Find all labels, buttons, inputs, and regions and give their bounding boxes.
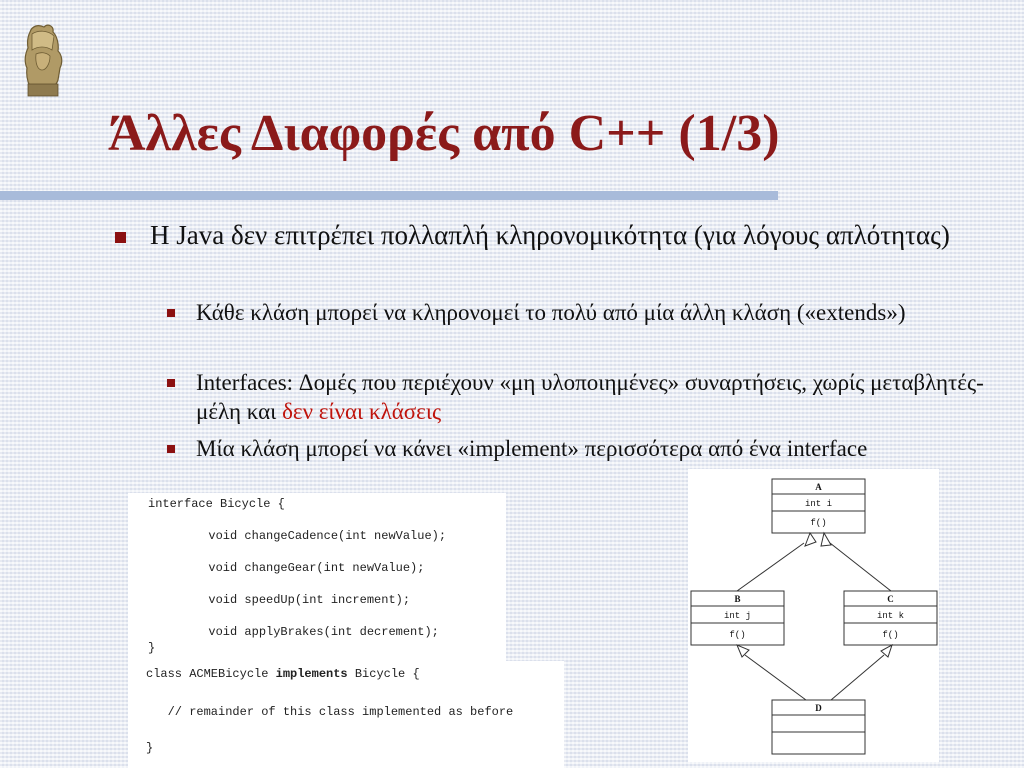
class-a-name: A xyxy=(815,482,822,492)
arrowhead-icon xyxy=(821,533,831,546)
inheritance-edge xyxy=(831,655,884,700)
class-a-field: int i xyxy=(804,499,833,509)
sub-bullet-text: Κάθε κλάση μπορεί να κληρονομεί το πολύ από μία άλλη κλάση («extends») xyxy=(196,300,906,325)
sub-bullet-text: Interfaces: Δομές που περιέχουν «μη υλοποιημένες» συναρτήσεις, χωρίς μεταβλητές-μέλη και xyxy=(196,370,984,424)
arrowhead-icon xyxy=(881,645,892,657)
code-line: void changeGear(int newValue); xyxy=(158,561,425,575)
code-line xyxy=(146,667,420,681)
arrowhead-icon xyxy=(737,645,749,657)
code-text: Bicycle { xyxy=(347,667,420,681)
code-line: } xyxy=(148,641,156,655)
uml-diamond-diagram xyxy=(688,469,939,762)
bullet-marker xyxy=(115,232,126,243)
class-b-method: f() xyxy=(729,630,746,640)
class-c-method: f() xyxy=(882,630,899,640)
code-line: void changeCadence(int newValue); xyxy=(158,529,447,543)
inheritance-edge xyxy=(830,543,891,591)
sub-bullet-extends xyxy=(196,298,1006,327)
title-divider xyxy=(0,191,778,200)
interface-code-snippet xyxy=(128,493,506,661)
sub-bullet-text: Μία κλάση μπορεί να κάνει «implement» περισσότερα από ένα interface xyxy=(196,436,868,461)
sub-bullet-implement xyxy=(196,434,1006,463)
code-line: void speedUp(int increment); xyxy=(158,593,411,607)
bullet-multiple-inheritance: Η Java δεν επιτρέπει πολλαπλή κληρονομικότητα (για λόγους απλότητας) xyxy=(150,220,950,250)
class-c-field: int k xyxy=(876,611,905,621)
slide-title: Άλλες Διαφορές από C++ (1/3) xyxy=(108,105,780,162)
inheritance-edge xyxy=(737,543,804,591)
sub-bullet-interfaces xyxy=(196,368,1006,426)
sub-bullet-marker xyxy=(167,445,175,453)
class-b-name: B xyxy=(734,594,741,604)
not-classes-highlight: δεν είναι κλάσεις xyxy=(282,399,442,424)
code-line: } xyxy=(146,741,154,755)
code-line: // remainder of this class implemented as before xyxy=(146,705,514,719)
arrowhead-icon xyxy=(805,533,816,546)
code-line: interface Bicycle { xyxy=(148,497,285,511)
class-d-name: D xyxy=(815,703,822,713)
helmet-logo-icon xyxy=(18,24,68,98)
code-text: class ACMEBicycle xyxy=(146,667,276,681)
code-line: void applyBrakes(int decrement); xyxy=(158,625,439,639)
class-c-name: C xyxy=(887,594,894,604)
sub-bullet-marker xyxy=(167,379,175,387)
class-code-snippet xyxy=(128,661,564,768)
sub-bullet-marker xyxy=(167,309,175,317)
inheritance-edge xyxy=(745,655,806,700)
class-b-field: int j xyxy=(723,611,752,621)
class-a-method: f() xyxy=(810,518,827,528)
implements-keyword: implements xyxy=(275,667,348,681)
